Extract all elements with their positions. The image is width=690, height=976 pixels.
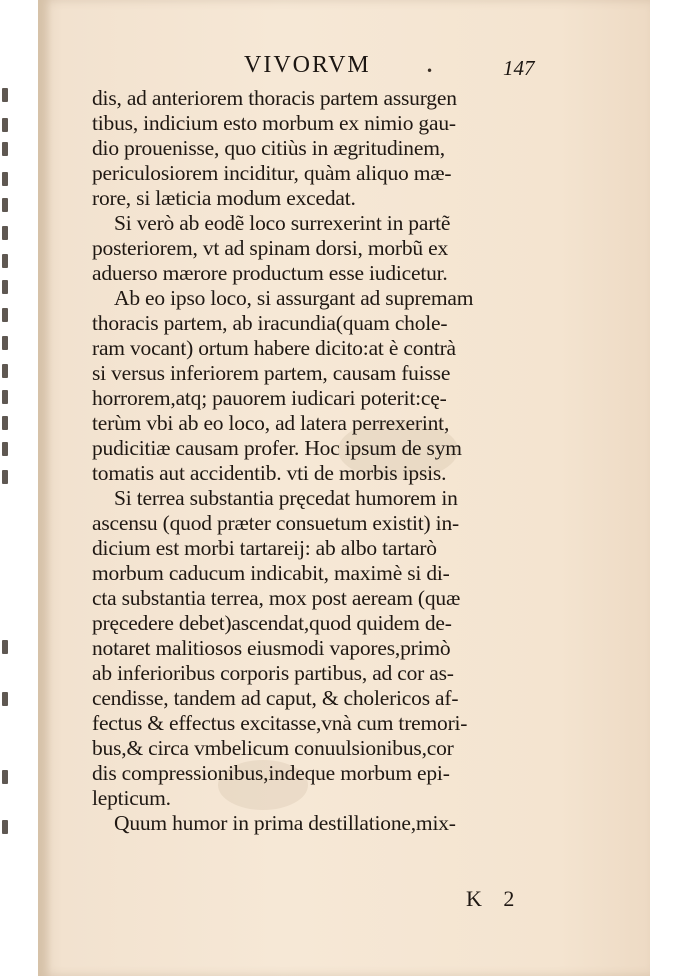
text-line: ascensu (quod præter consuetum existit) in- xyxy=(92,511,459,535)
body-text xyxy=(92,86,592,836)
bleed-mark xyxy=(2,692,8,706)
text-line: posteriorem, vt ad spinam dorsi, morbũ ex xyxy=(92,236,449,260)
bleed-mark xyxy=(2,416,8,430)
text-line: thoracis partem, ab iracundia(quam chole- xyxy=(92,311,448,335)
text-line: horrorem,atq; pauorem iudicari poterit:cę- xyxy=(92,386,447,410)
signature-mark: K 2 xyxy=(466,886,523,911)
paragraph-start-line: Si terrea substantia pręcedat humorem in xyxy=(114,486,458,510)
text-line: bus,& circa vmbelicum conuulsionibus,cor xyxy=(92,736,454,760)
paragraph-start-line: Quum humor in prima destillatione,mix- xyxy=(114,811,456,835)
bleed-mark xyxy=(2,172,8,186)
bleed-mark xyxy=(2,770,8,784)
text-line: aduerso mærore productum esse iudicetur. xyxy=(92,261,448,285)
paragraph-start-line: Si verò ab eodẽ loco surrexerint in partẽ xyxy=(114,211,451,235)
bleed-mark xyxy=(2,470,8,484)
bleed-mark xyxy=(2,118,8,132)
text-line: morbum caducum indicabit, maximè si di- xyxy=(92,561,450,585)
page-number: 147 xyxy=(503,56,535,80)
bleed-mark xyxy=(2,442,8,456)
text-line: dio prouenisse, quo citiùs in ægritudinem, xyxy=(92,136,445,160)
bleed-mark xyxy=(2,226,8,240)
bleed-mark xyxy=(2,820,8,834)
bleed-mark xyxy=(2,88,8,102)
text-line: ram vocant) ortum habere dicito:at è contrà xyxy=(92,336,456,360)
text-line: dicium est morbi tartareij: ab albo tartarò xyxy=(92,536,437,560)
text-line: pudicitiæ causam profer. Hoc ipsum de sym xyxy=(92,436,462,460)
text-line: notaret malitiosos eiusmodi vapores,primò xyxy=(92,636,451,660)
bleed-mark xyxy=(2,280,8,294)
text-line: fectus & effectus excitasse,vnà cum tremori- xyxy=(92,711,468,735)
bleed-mark xyxy=(2,142,8,156)
paragraph-start-line: Ab eo ipso loco, si assurgant ad supremam xyxy=(114,286,474,310)
bleed-mark xyxy=(2,254,8,268)
bleed-mark xyxy=(2,308,8,322)
text-line: dis compressionibus,indeque morbum epi- xyxy=(92,761,450,785)
header-ornament-dot: • xyxy=(426,64,434,78)
text-line: rore, si læticia modum excedat. xyxy=(92,186,356,210)
bleed-mark xyxy=(2,336,8,350)
text-line: si versus inferiorem partem, causam fuisse xyxy=(92,361,451,385)
text-line: tibus, indicium esto morbum ex nimio gau- xyxy=(92,111,456,135)
book-page xyxy=(38,0,650,976)
bleed-mark xyxy=(2,364,8,378)
text-line: tomatis aut accidentib. vti de morbis ipsis. xyxy=(92,461,447,485)
text-line: periculosiorem inciditur, quàm aliquo mæ- xyxy=(92,161,452,185)
page-header xyxy=(38,52,650,84)
text-line: pręcedere debet)ascendat,quod quidem de- xyxy=(92,611,452,635)
text-line: dis, ad anteriorem thoracis partem assurgen xyxy=(92,86,457,110)
page-gutter-shadow xyxy=(38,0,52,976)
bleed-mark xyxy=(2,640,8,654)
running-head: VIVORVM xyxy=(244,52,371,78)
show-through-marks xyxy=(2,80,20,880)
text-line: terùm vbi ab eo loco, ad latera perrexerint, xyxy=(92,411,450,435)
text-line: cta substantia terrea, mox post aeream (quæ xyxy=(92,586,461,610)
text-line: cendisse, tandem ad caput, & cholericos af- xyxy=(92,686,459,710)
bleed-mark xyxy=(2,198,8,212)
text-line: lepticum. xyxy=(92,786,171,810)
text-line: ab inferioribus corporis partibus, ad cor as- xyxy=(92,661,454,685)
bleed-mark xyxy=(2,390,8,404)
